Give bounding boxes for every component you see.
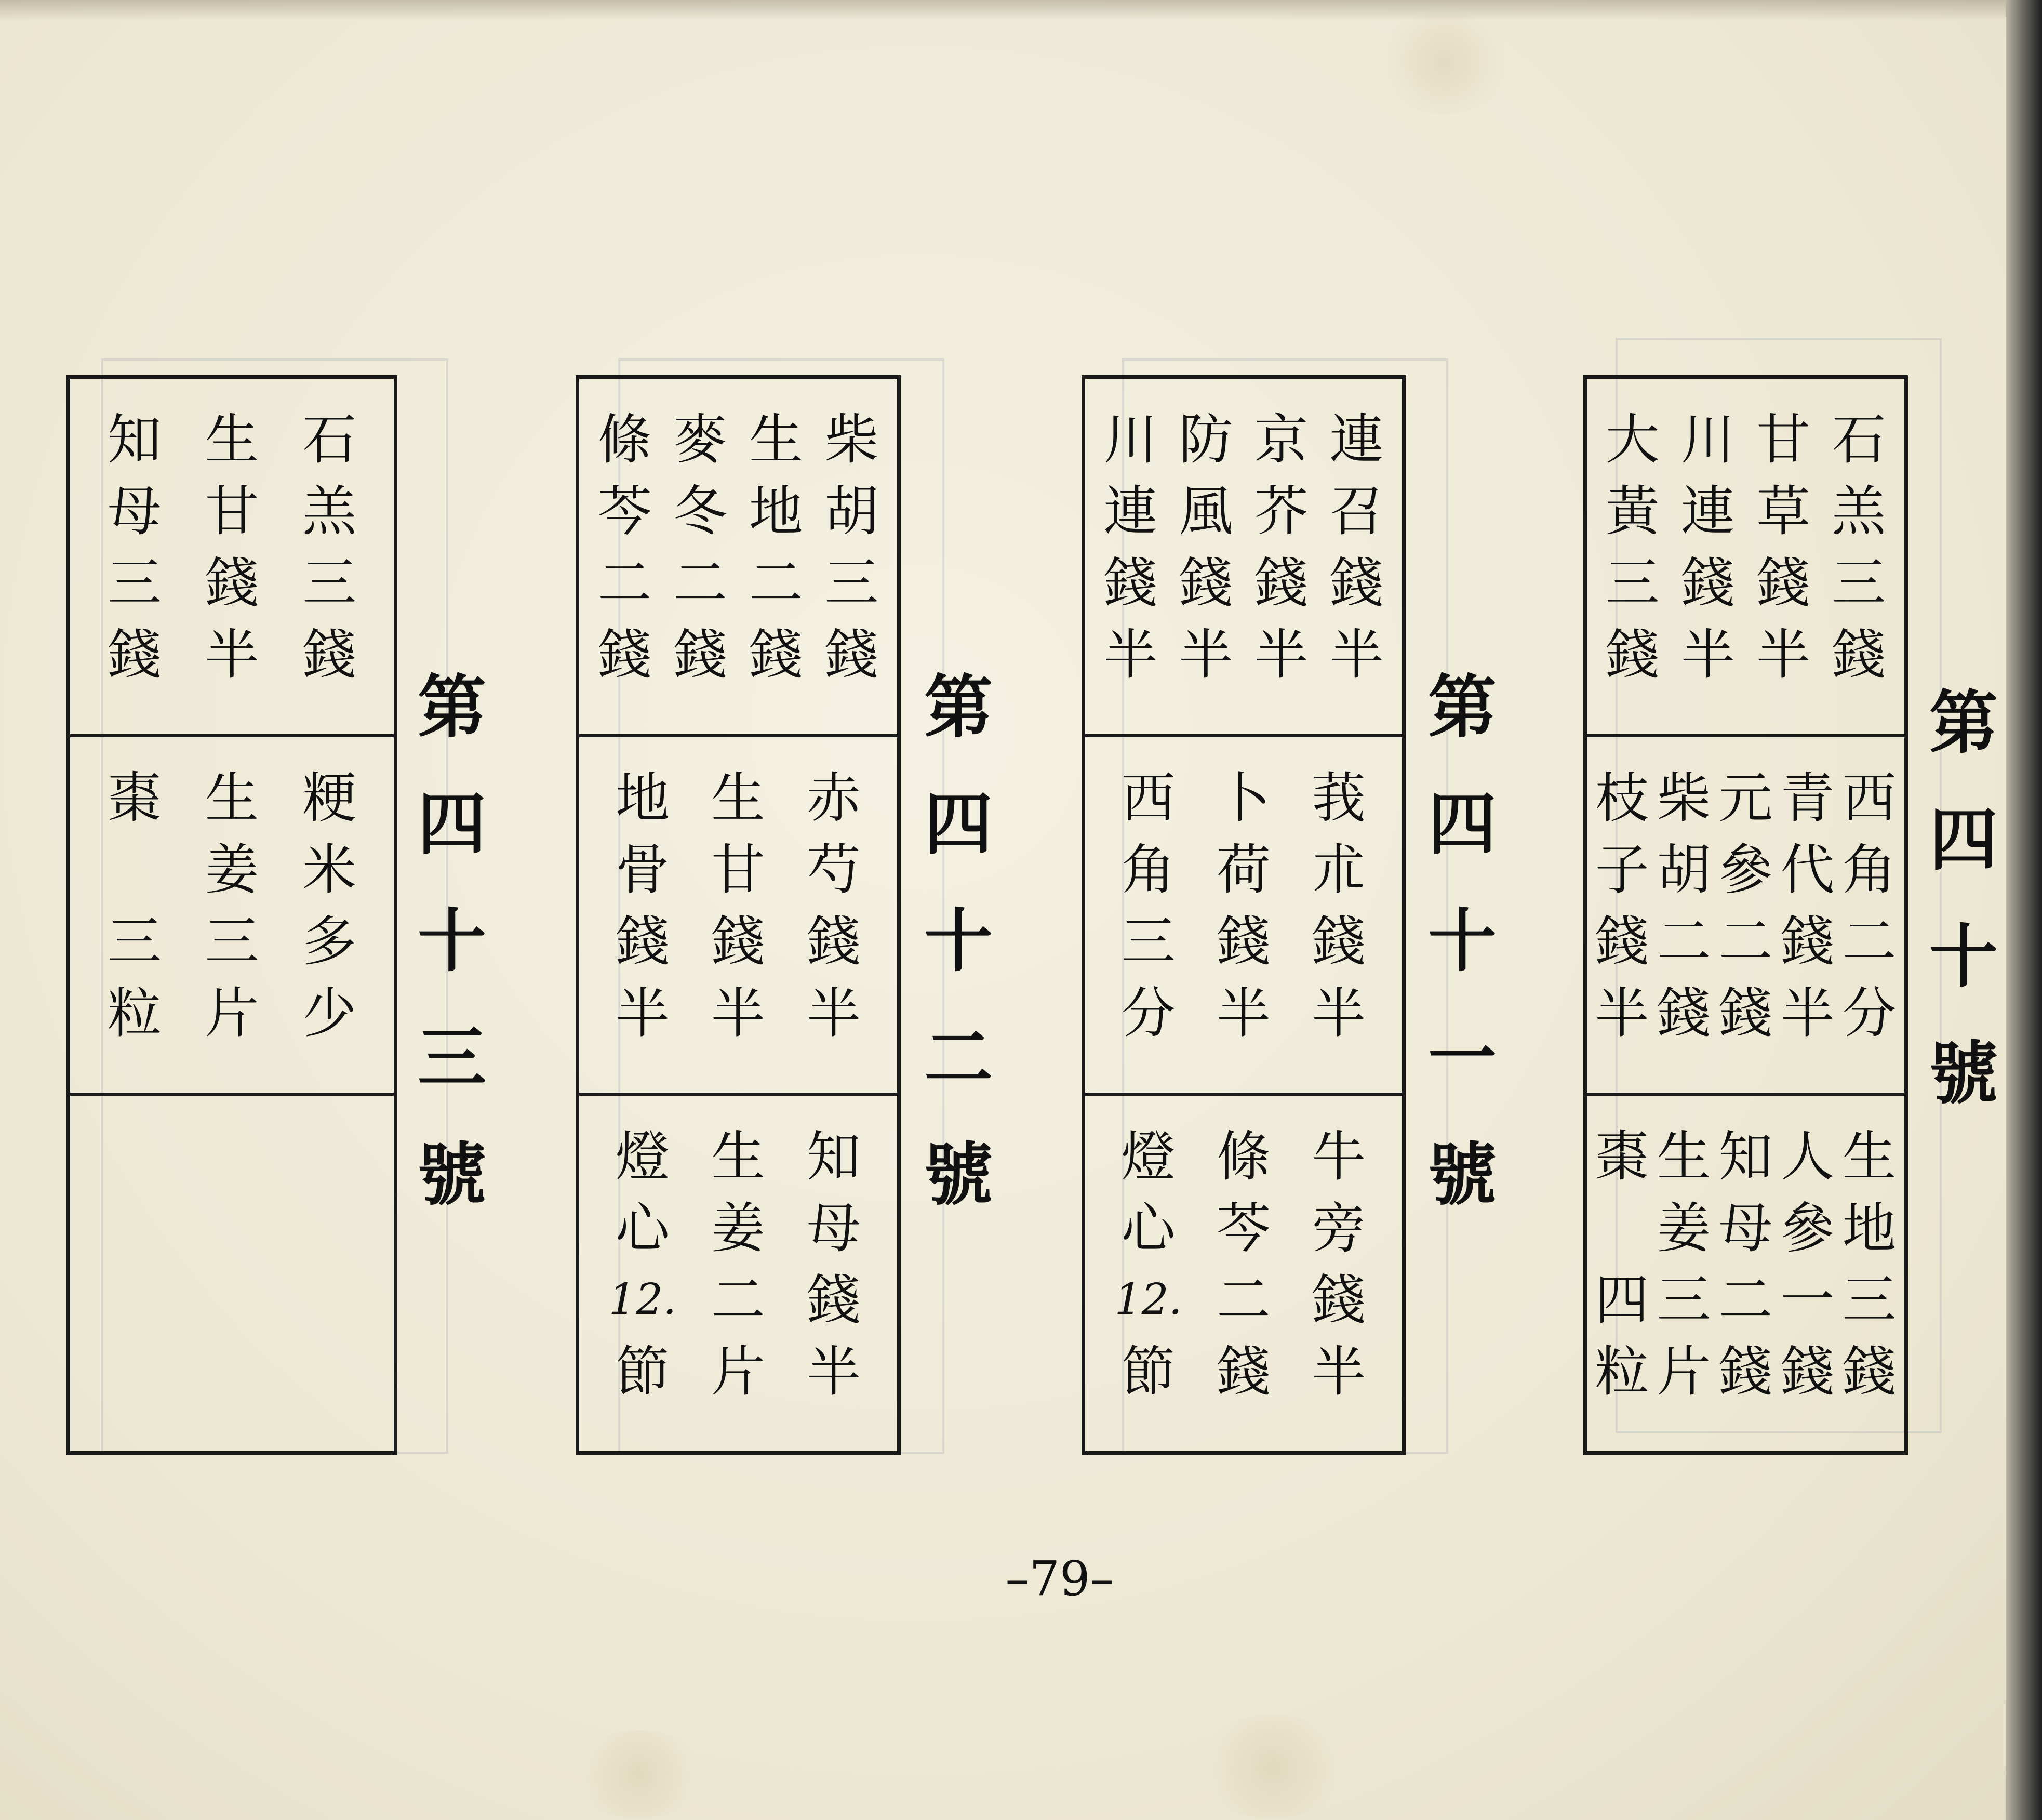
ingredient-char: 知 xyxy=(107,408,162,471)
ingredient-char: 知 xyxy=(1718,1125,1773,1188)
ingredient-char: 半 xyxy=(1756,623,1811,686)
heading-char: 第 xyxy=(1428,668,1497,748)
ingredient-char: 生 xyxy=(711,1125,765,1188)
heading-char: 十 xyxy=(1428,901,1497,981)
ingredient-char: 參 xyxy=(1718,838,1773,901)
ingredient-char: 錢 xyxy=(1312,1268,1366,1332)
ingredient-column xyxy=(1305,1121,1372,1451)
ingredient-column xyxy=(742,404,810,734)
ingredient-char: 生 xyxy=(749,408,803,471)
ingredient-char: 地 xyxy=(1842,1197,1897,1260)
ingredient-column xyxy=(1655,1121,1713,1451)
heading-char: 第 xyxy=(418,668,486,748)
ingredient-char: 錢 xyxy=(1832,623,1886,686)
ingredient-char: 連 xyxy=(1680,480,1735,543)
ingredient-char: 連 xyxy=(1103,480,1158,543)
heading-char: 第 xyxy=(924,668,993,748)
ingredient-column xyxy=(1248,404,1315,734)
ingredient-column xyxy=(818,404,885,734)
ingredient-char: 莪 xyxy=(1312,766,1366,830)
recipe-section xyxy=(579,1096,897,1451)
ingredient-char: 參 xyxy=(1780,1197,1835,1260)
ingredient-char: 生 xyxy=(205,408,259,471)
ingredient-column xyxy=(1779,1121,1837,1451)
ingredient-column xyxy=(800,762,867,1093)
ingredient-char: 芍 xyxy=(806,838,861,901)
ingredient-char: 條 xyxy=(597,408,652,471)
ingredient-column xyxy=(1717,762,1775,1093)
ingredient-column xyxy=(1172,404,1240,734)
ingredient-column xyxy=(198,762,265,1093)
ingredient-char: 二 xyxy=(1842,910,1897,973)
ingredient-char: 半 xyxy=(1780,981,1835,1045)
ingredient-char: 多 xyxy=(302,910,357,973)
recipe-heading-41 xyxy=(1418,649,1506,1234)
ingredient-column xyxy=(704,1121,772,1451)
ingredient-char: 片 xyxy=(205,981,259,1045)
ingredient-char: 三 xyxy=(1121,910,1176,973)
ingredient-char: 半 xyxy=(1680,623,1735,686)
ingredient-char: 錢 xyxy=(107,623,162,686)
ingredient-char: 燈 xyxy=(615,1125,670,1188)
ingredient-char: 柴 xyxy=(1657,766,1711,830)
ingredient-char: 風 xyxy=(1179,480,1233,543)
ingredient-char: 錢 xyxy=(1657,981,1711,1045)
ingredient-column xyxy=(1115,1121,1182,1451)
ingredient-column xyxy=(1305,762,1372,1093)
ingredient-char: 三 xyxy=(1657,1268,1711,1332)
paper-stain xyxy=(1377,10,1512,114)
ingredient-char: 半 xyxy=(1312,1340,1366,1403)
ingredient-char: 三 xyxy=(1605,551,1660,615)
recipe-section-empty xyxy=(70,1096,394,1451)
recipe-section xyxy=(579,737,897,1096)
ingredient-char: 枝 xyxy=(1595,766,1649,830)
ingredient-char: 12. xyxy=(608,1275,677,1324)
ingredient-column xyxy=(198,404,265,734)
ingredient-char: 生 xyxy=(1842,1125,1897,1188)
heading-char: 號 xyxy=(924,1135,993,1215)
heading-char: 四 xyxy=(1929,800,1998,880)
ingredient-column xyxy=(1825,404,1892,734)
heading-char: 四 xyxy=(418,785,486,865)
ingredient-column xyxy=(800,1121,867,1451)
ingredient-char: 半 xyxy=(615,981,670,1045)
ingredient-char: 姜 xyxy=(1657,1197,1711,1260)
ingredient-char: 生 xyxy=(1657,1125,1711,1188)
ingredient-char: 分 xyxy=(1121,981,1176,1045)
ingredient-column xyxy=(1779,762,1837,1093)
ingredient-char: 錢 xyxy=(615,910,670,973)
ingredient-char: 芩 xyxy=(1216,1197,1271,1260)
ingredient-char: 燈 xyxy=(1121,1125,1176,1188)
recipe-box-40 xyxy=(1583,375,1908,1455)
ingredient-char: 半 xyxy=(1595,981,1649,1045)
ingredient-char: 二 xyxy=(1718,1268,1773,1332)
paper-stain xyxy=(1195,1715,1351,1818)
ingredient-char: 生 xyxy=(711,766,765,830)
ingredient-char: 羔 xyxy=(302,480,357,543)
ingredient-column xyxy=(1593,1121,1651,1451)
ingredient-column xyxy=(1210,1121,1277,1451)
paper-stain xyxy=(571,1730,706,1818)
ingredient-char: 12. xyxy=(1114,1275,1182,1324)
ingredient-char: 角 xyxy=(1842,838,1897,901)
ingredient-column xyxy=(1599,404,1666,734)
heading-char: 一 xyxy=(1428,1018,1497,1098)
ingredient-char: 片 xyxy=(1657,1340,1711,1403)
recipe-section xyxy=(1085,737,1402,1096)
ingredient-char: 卜 xyxy=(1216,766,1271,830)
ingredient-char: 京 xyxy=(1254,408,1309,471)
ingredient-char: 片 xyxy=(711,1340,765,1403)
ingredient-char: 地 xyxy=(749,480,803,543)
ingredient-char: 錢 xyxy=(1780,910,1835,973)
ingredient-column xyxy=(1115,762,1182,1093)
ingredient-char: 半 xyxy=(1216,981,1271,1045)
ingredient-char: 甘 xyxy=(1756,408,1811,471)
ingredient-char: 心 xyxy=(1121,1197,1176,1260)
ingredient-char: 錢 xyxy=(1254,551,1309,615)
heading-char: 四 xyxy=(924,785,993,865)
ingredient-char: 荷 xyxy=(1216,838,1271,901)
recipe-heading-42 xyxy=(914,649,1003,1234)
ingredient-char: 冬 xyxy=(673,480,728,543)
ingredient-column xyxy=(296,762,363,1093)
ingredient-char: 姜 xyxy=(205,838,259,901)
ingredient-char: 草 xyxy=(1756,480,1811,543)
heading-char: 十 xyxy=(418,901,486,981)
ingredient-char: 錢 xyxy=(749,623,803,686)
heading-char: 號 xyxy=(1428,1135,1497,1215)
ingredient-char: 川 xyxy=(1103,408,1158,471)
recipe-box-41 xyxy=(1082,375,1406,1455)
ingredient-char: 棗 xyxy=(107,766,162,830)
ingredient-char: 半 xyxy=(711,981,765,1045)
ingredient-char: 半 xyxy=(1329,623,1384,686)
ingredient-char: 朮 xyxy=(1312,838,1366,901)
ingredient-char: 胡 xyxy=(824,480,879,543)
ingredient-char: 錢 xyxy=(806,1268,861,1332)
ingredient-char: 二 xyxy=(673,551,728,615)
recipe-section xyxy=(1085,379,1402,737)
ingredient-char: 三 xyxy=(107,551,162,615)
ingredient-char: 錢 xyxy=(711,910,765,973)
ingredient-char: 川 xyxy=(1680,408,1735,471)
ingredient-char: 錢 xyxy=(597,623,652,686)
recipe-section xyxy=(70,737,394,1096)
ingredient-char: 粳 xyxy=(302,766,357,830)
ingredient-char: 錢 xyxy=(673,623,728,686)
recipe-section xyxy=(579,379,897,737)
ingredient-char: 元 xyxy=(1718,766,1773,830)
ingredient-char: 子 xyxy=(1595,838,1649,901)
ingredient-column xyxy=(1840,762,1899,1093)
ingredient-char: 錢 xyxy=(1780,1340,1835,1403)
ingredient-char: 半 xyxy=(205,623,259,686)
ingredient-char: 三 xyxy=(302,551,357,615)
ingredient-char: 二 xyxy=(1216,1268,1271,1332)
ingredient-char: 少 xyxy=(302,981,357,1045)
ingredient-char: 二 xyxy=(711,1268,765,1332)
ingredient-char: 錢 xyxy=(1179,551,1233,615)
ingredient-char: 羔 xyxy=(1832,480,1886,543)
ingredient-char: 錢 xyxy=(1216,1340,1271,1403)
ingredient-char: 錢 xyxy=(1329,551,1384,615)
ingredient-char: 錢 xyxy=(824,623,879,686)
ingredient-char: 錢 xyxy=(1216,910,1271,973)
ingredient-char: 旁 xyxy=(1312,1197,1366,1260)
ingredient-char: 節 xyxy=(1121,1340,1176,1403)
heading-char: 十 xyxy=(1929,917,1998,997)
ingredient-char: 三 xyxy=(824,551,879,615)
ingredient-column xyxy=(101,404,168,734)
ingredient-char: 大 xyxy=(1605,408,1660,471)
ingredient-column xyxy=(296,404,363,734)
ingredient-char: 母 xyxy=(107,480,162,543)
ingredient-char: 二 xyxy=(1718,910,1773,973)
heading-char: 號 xyxy=(418,1135,486,1215)
ingredient-char: 錢 xyxy=(1756,551,1811,615)
heading-char: 十 xyxy=(924,901,993,981)
ingredient-char: 分 xyxy=(1842,981,1897,1045)
ingredient-char: 一 xyxy=(1780,1268,1835,1332)
ingredient-char: 錢 xyxy=(1595,910,1649,973)
ingredient-column xyxy=(591,404,659,734)
ingredient-char: 錢 xyxy=(1842,1340,1897,1403)
ingredient-char: 生 xyxy=(205,766,259,830)
ingredient-char: 青 xyxy=(1780,766,1835,830)
ingredient-char: 錢 xyxy=(1605,623,1660,686)
heading-char: 號 xyxy=(1929,1034,1998,1114)
ingredient-char: 錢 xyxy=(806,910,861,973)
ingredient-column xyxy=(1655,762,1713,1093)
ingredient-char: 石 xyxy=(302,408,357,471)
recipe-heading-40 xyxy=(1919,665,2008,1133)
ingredient-column xyxy=(609,762,676,1093)
ingredient-char: 三 xyxy=(1832,551,1886,615)
ingredient-char: 四 xyxy=(1595,1268,1649,1332)
ingredient-char: 柴 xyxy=(824,408,879,471)
ingredient-char: 錢 xyxy=(302,623,357,686)
recipe-box-43 xyxy=(66,375,397,1455)
ingredient-char: 錢 xyxy=(1718,1340,1773,1403)
ingredient-char: 棗 xyxy=(1595,1125,1649,1188)
ingredient-char: 胡 xyxy=(1657,838,1711,901)
ingredient-char: 芥 xyxy=(1254,480,1309,543)
ingredient-char: 錢 xyxy=(1312,910,1366,973)
ingredient-char: 粒 xyxy=(1595,1340,1649,1403)
ingredient-char: 節 xyxy=(615,1340,670,1403)
ingredient-char: 連 xyxy=(1329,408,1384,471)
recipe-heading-43 xyxy=(408,649,496,1234)
ingredient-column xyxy=(1097,404,1165,734)
ingredient-char: 甘 xyxy=(205,480,259,543)
ingredient-column xyxy=(101,762,168,1093)
recipe-section xyxy=(1587,1096,1904,1451)
ingredient-char: 三 xyxy=(107,910,162,973)
ingredient-char: 半 xyxy=(1179,623,1233,686)
ingredient-column xyxy=(609,1121,676,1451)
ingredient-char: 石 xyxy=(1832,408,1886,471)
ingredient-char: 三 xyxy=(205,910,259,973)
heading-char: 三 xyxy=(418,1018,486,1098)
ingredient-char: 米 xyxy=(302,838,357,901)
ingredient-char: 芩 xyxy=(597,480,652,543)
ingredient-char: 西 xyxy=(1121,766,1176,830)
ingredient-char: 人 xyxy=(1780,1125,1835,1188)
heading-char: 第 xyxy=(1929,683,1998,763)
ingredient-char: 知 xyxy=(806,1125,861,1188)
recipe-box-42 xyxy=(576,375,901,1455)
ingredient-char: 母 xyxy=(1718,1197,1773,1260)
ingredient-char: 地 xyxy=(615,766,670,830)
ingredient-char: 半 xyxy=(1103,623,1158,686)
ingredient-char: 二 xyxy=(597,551,652,615)
ingredient-char: 黃 xyxy=(1605,480,1660,543)
ingredient-column xyxy=(1593,762,1651,1093)
ingredient-char: 赤 xyxy=(806,766,861,830)
ingredient-char: 麥 xyxy=(673,408,728,471)
recipe-section xyxy=(70,379,394,737)
ingredient-char: 三 xyxy=(1842,1268,1897,1332)
ingredient-char: 骨 xyxy=(615,838,670,901)
ingredient-char: 代 xyxy=(1780,838,1835,901)
ingredient-char: 錢 xyxy=(1718,981,1773,1045)
ingredient-char: 錢 xyxy=(1680,551,1735,615)
ingredient-column xyxy=(704,762,772,1093)
recipe-section xyxy=(1587,737,1904,1096)
ingredient-column xyxy=(1717,1121,1775,1451)
recipe-section xyxy=(1085,1096,1402,1451)
ingredient-char: 心 xyxy=(615,1197,670,1260)
heading-char: 二 xyxy=(924,1018,993,1098)
ingredient-column xyxy=(1750,404,1817,734)
ingredient-char: 半 xyxy=(806,981,861,1045)
ingredient-char: 牛 xyxy=(1312,1125,1366,1188)
ingredient-char: 條 xyxy=(1216,1125,1271,1188)
ingredient-char: 母 xyxy=(806,1197,861,1260)
ingredient-column xyxy=(1840,1121,1899,1451)
top-edge-shadow xyxy=(0,0,2042,21)
ingredient-column xyxy=(1323,404,1391,734)
ingredient-column xyxy=(1674,404,1742,734)
ingredient-char: 角 xyxy=(1121,838,1176,901)
ingredient-char: 半 xyxy=(806,1340,861,1403)
page-number: –79– xyxy=(1005,1551,1114,1606)
heading-char: 四 xyxy=(1428,785,1497,865)
ingredient-char: 姜 xyxy=(711,1197,765,1260)
ingredient-column xyxy=(1210,762,1277,1093)
ingredient-column xyxy=(666,404,734,734)
book-spine-edge xyxy=(2006,0,2042,1820)
ingredient-char: 甘 xyxy=(711,838,765,901)
ingredient-char: 錢 xyxy=(1103,551,1158,615)
ingredient-char: 粒 xyxy=(107,981,162,1045)
recipe-section xyxy=(1587,379,1904,737)
ingredient-char: 二 xyxy=(1657,910,1711,973)
ingredient-char: 二 xyxy=(749,551,803,615)
ingredient-char: 錢 xyxy=(205,551,259,615)
ingredient-char: 防 xyxy=(1179,408,1233,471)
ingredient-char: 半 xyxy=(1254,623,1309,686)
ingredient-char: 召 xyxy=(1329,480,1384,543)
ingredient-char: 西 xyxy=(1842,766,1897,830)
ingredient-char: 半 xyxy=(1312,981,1366,1045)
